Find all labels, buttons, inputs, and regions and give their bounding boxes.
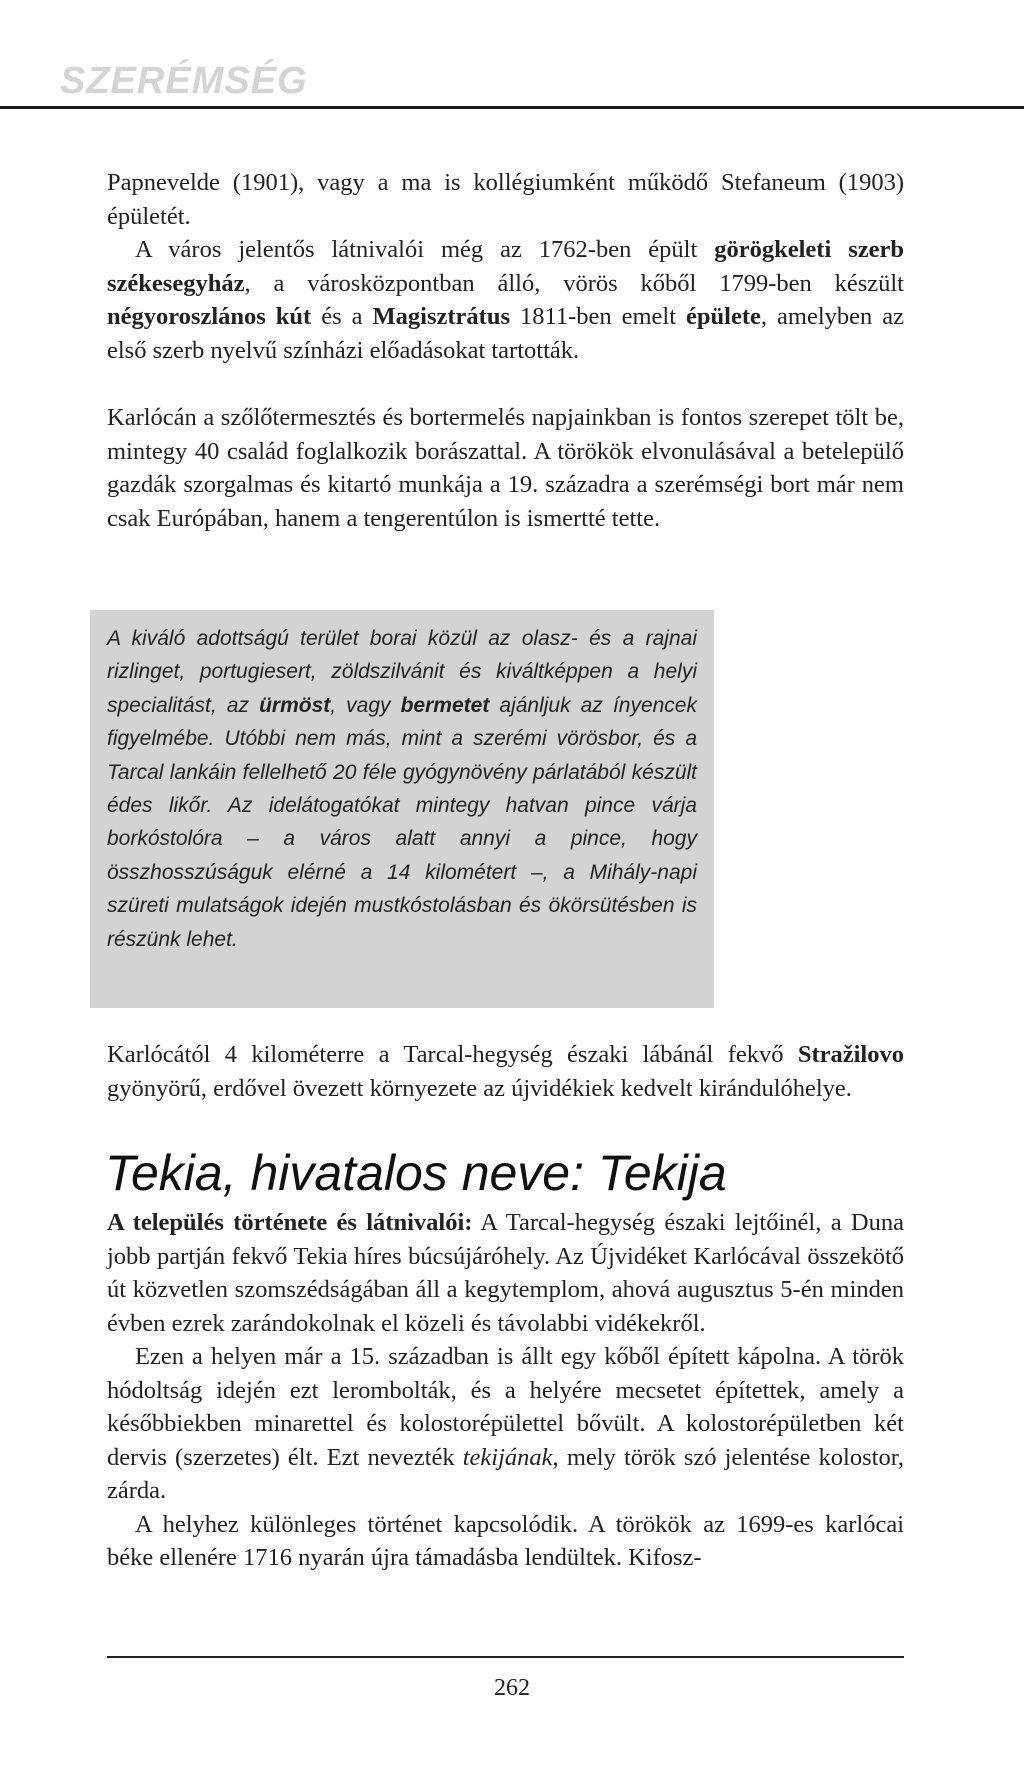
header-rule [0,106,1024,109]
strazilovo-section [107,1038,904,1105]
landmark-building: épülete [686,303,761,330]
landmark-magistrate: Magisztrátus [372,303,510,330]
section-title-tekia: Tekia, hivatalos neve: Tekija [105,1145,727,1201]
footer-rule [107,1656,904,1658]
paragraph-landmarks: A város jelentős látnivalói még az 1762-ben épült görögkeleti szerb székesegyház, a városközpontban álló, vörös kőből 1799-ben készült négyoroszlános kút és a Magisztrátus 1811-ben emelt épülete, amelyben az első szerb nyelvű színházi előadásokat tartották. [107,236,905,364]
page-number: 262 [494,1675,530,1701]
wine-urmos: ürmöst [259,693,331,717]
wine-info-text: A kiváló adottságú terület borai közül az olasz- és a rajnai rizlinget, portugiesert, zöldszilvánit és kiváltképpen a helyi specialitást, az ürmöst, vagy bermetet ajánljuk az ínyencek figyelmébe. Utóbbi nem más, mint a szerémi vörösbor, és a Tarcal lankáin fellelhető 20 féle gyógynövény párlatából készült édes likőr. Az idelátogatókat mintegy hatvan pince várja borkóstolóra – a város alatt annyi a pince, hogy összhosszúságuk elérné a 14 kilométert –, a Mihály-napi szüreti mulatságok idején mustkóstolásban és ökörsütésben is részünk lehet. [107,627,697,951]
tekia-section [107,1206,904,1575]
paragraph-tekia-chapel: Ezen a helyen már a 15. században is állt egy kőből épített kápolna. A török hódoltság idején ezt lerombolták, és a helyére mecsetet építettek, amely a későbbiekben minarettel és kolostorépülettel bővült. A kolostorépületben két dervis (szerzetes) élt. Ezt nevezték tekijának, mely török szó jelentése kolostor, zárda. [107,1343,904,1504]
paragraph-seminary: Papnevelde (1901), vagy a ma is kollégiumként működő Stefaneum (1903) épületét. [107,169,904,230]
place-strazilovo: Stražilovo [797,1041,904,1068]
subheading-history: A település története és látnivalói: [107,1209,473,1236]
landmark-fountain: négyoroszlános kút [107,303,312,330]
term-tekija: tekijának [462,1443,553,1471]
paragraph-strazilovo: Karlócától 4 kilométerre a Tarcal-hegység északi lábánál fekvő Stražilovo gyönyörű, erdővel övezett környezete az újvidékiek kedvelt kirándulóhelye. [107,1041,904,1102]
landmark-cathedral: görögkeleti szerb székesegyház [107,236,904,297]
intro-section [107,166,904,535]
wine-bermet: bermetet [400,693,490,717]
paragraph-tekia-history: A település története és látnivalói: A Tarcal-hegység északi lejtőinél, a Duna jobb partján fekvő Tekia híres búcsújáróhely. Az Újvidéket Karlócával összekötő út közvetlen szomszédságában áll a kegytemplom, ahová augusztus 5-én minden évben ezrek zarándokolnak el közeli és távolabbi vidékekről. [107,1209,905,1337]
paragraph-viticulture: Karlócán a szőlőtermesztés és bortermelés napjainkban is fontos szerepet tölt be, mintegy 40 család foglalkozik borászattal. A törökök elvonulásával a betelepülő gazdák szorgalmas és kitartó munkája a 19. századra a szerémségi bort már nem csak Európában, hanem a tengerentúlon is ismertté tette. [107,404,904,532]
running-header: SZERÉMSÉG [60,60,308,102]
paragraph-tekia-story: A helyhez különleges történet kapcsolódik. A törökök az 1699-es karlócai béke ellenére 1716 nyarán újra támadásba lendültek. Kifosz- [107,1510,904,1571]
